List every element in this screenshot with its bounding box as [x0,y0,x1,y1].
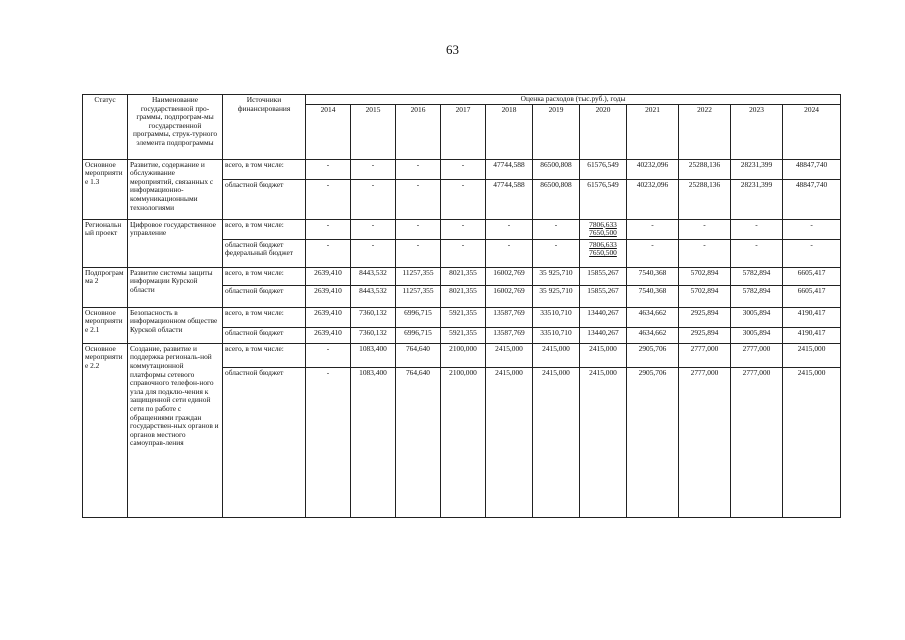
header-source: Источники финансирования [223,95,306,160]
funding-source-cell: всего, в том числе: [223,343,306,367]
value-cell: 2415,000 [486,343,533,367]
value-cell: 2415,000 [486,367,533,517]
value-cell: - [627,239,679,267]
value-cell: 15855,267 [580,267,627,285]
program-name-cell: Развитие системы защиты информации Курской области [128,267,223,307]
value-cell: 40232,096 [627,179,679,219]
value-cell: 86500,808 [533,159,580,179]
header-year: 2015 [351,104,396,159]
value-cell: 13440,267 [580,307,627,327]
value-cell: - [306,343,351,367]
value-cell: - [441,219,486,239]
status-cell: Основное мероприятие 2.2 [83,343,128,517]
value-cell: 7540,368 [627,267,679,285]
table-row [83,343,841,367]
page-number: 63 [446,42,459,57]
value-cell: 2415,000 [580,343,627,367]
budget-table [82,94,841,518]
value-cell: - [486,219,533,239]
value-cell: - [783,239,841,267]
value-cell: - [306,367,351,517]
value-cell: 7806,633 7650,500 [580,239,627,267]
header-estimate: Оценка расходов (тыс.руб.), годы [306,95,841,105]
value-cell: 764,640 [396,343,441,367]
value-cell: 47744,588 [486,179,533,219]
header-year: 2017 [441,104,486,159]
value-cell: 35 925,710 [533,285,580,307]
value-cell: 3005,894 [731,307,783,327]
program-name-cell: Цифровое государственное управление [128,219,223,267]
value-cell: 2415,000 [783,343,841,367]
value-cell: 5921,355 [441,307,486,327]
value-cell: 11257,355 [396,267,441,285]
value-cell: - [351,219,396,239]
value-cell: 5921,355 [441,327,486,343]
value-cell: - [731,219,783,239]
value-cell: 5702,894 [679,285,731,307]
status-cell: Основное мероприятие 2.1 [83,307,128,343]
table-row [83,219,841,239]
header-status: Статус [83,95,128,160]
value-cell: 2639,410 [306,327,351,343]
value-cell: - [396,179,441,219]
value-cell: - [533,219,580,239]
value-cell: 6605,417 [783,285,841,307]
funding-source-cell: областной бюджет [223,285,306,307]
value-cell: - [783,219,841,239]
value-cell: 2639,410 [306,267,351,285]
status-cell: Региональный проект [83,219,128,267]
value-cell: 2925,894 [679,307,731,327]
value-cell: 2777,000 [731,367,783,517]
value-cell: 1083,400 [351,367,396,517]
value-cell: 25288,136 [679,159,731,179]
value-cell: - [533,239,580,267]
funding-source-cell: областной бюджет [223,327,306,343]
funding-source-cell: всего, в том числе: [223,219,306,239]
value-cell: 2415,000 [533,367,580,517]
value-cell: 15855,267 [580,285,627,307]
value-cell: 7806,633 7650,500 [580,219,627,239]
value-cell: 2777,000 [679,343,731,367]
value-cell: - [351,179,396,219]
value-cell: 13440,267 [580,327,627,343]
value-cell: - [441,179,486,219]
value-cell: - [351,159,396,179]
value-cell: 33510,710 [533,307,580,327]
value-cell: 35 925,710 [533,267,580,285]
value-cell: 764,640 [396,367,441,517]
value-cell: 7540,368 [627,285,679,307]
value-cell: - [306,239,351,267]
value-cell: 28231,399 [731,159,783,179]
value-cell: - [396,239,441,267]
value-cell: 7360,132 [351,307,396,327]
funding-source-cell: областной бюджет [223,179,306,219]
funding-source-cell: областной бюджет [223,367,306,517]
value-cell: - [441,159,486,179]
value-cell: - [441,239,486,267]
value-cell: 86500,808 [533,179,580,219]
header-year: 2016 [396,104,441,159]
table-row [83,267,841,285]
header-year: 2018 [486,104,533,159]
status-cell: Подпрограмма 2 [83,267,128,307]
funding-source-cell: всего, в том числе: [223,307,306,327]
header-name: Наименование государственной про-граммы, подпрограм-мы государственной программы, струк-турного элемента подпрограммы [128,95,223,160]
value-cell: - [351,239,396,267]
header-year: 2021 [627,104,679,159]
value-cell: 2100,000 [441,343,486,367]
value-cell: 2925,894 [679,327,731,343]
value-cell: 7360,132 [351,327,396,343]
value-cell: 4634,662 [627,307,679,327]
value-cell: 6996,715 [396,307,441,327]
value-cell: - [396,159,441,179]
funding-source-cell: всего, в том числе: [223,267,306,285]
value-cell: 5702,894 [679,267,731,285]
value-cell: 2639,410 [306,307,351,327]
value-cell: 4634,662 [627,327,679,343]
value-cell: 2777,000 [731,343,783,367]
value-cell: 16002,769 [486,285,533,307]
value-cell: 8021,355 [441,285,486,307]
value-cell: 25288,136 [679,179,731,219]
value-cell: 1083,400 [351,343,396,367]
value-cell: 2100,000 [441,367,486,517]
value-cell: - [396,219,441,239]
value-cell: 5782,894 [731,285,783,307]
value-cell: - [306,219,351,239]
value-cell: 48847,740 [783,159,841,179]
value-cell: - [627,219,679,239]
status-cell: Основное мероприятие 1.3 [83,159,128,219]
value-cell: - [679,239,731,267]
header-year: 2024 [783,104,841,159]
value-cell: 48847,740 [783,179,841,219]
value-cell: 61576,549 [580,179,627,219]
value-cell: 2905,706 [627,367,679,517]
value-cell: 13587,769 [486,327,533,343]
program-name-cell: Развитие, содержание и обслуживание мероприятий, связанных с информационно-коммуникационными технологиями [128,159,223,219]
value-cell: 61576,549 [580,159,627,179]
header-year: 2014 [306,104,351,159]
value-cell: - [486,239,533,267]
header-row-1 [83,95,841,105]
value-cell: 40232,096 [627,159,679,179]
header-year: 2023 [731,104,783,159]
value-cell: 2777,000 [679,367,731,517]
value-cell: 47744,588 [486,159,533,179]
value-cell: 16002,769 [486,267,533,285]
value-cell: 5782,894 [731,267,783,285]
value-cell: 8443,532 [351,267,396,285]
value-cell: 2415,000 [533,343,580,367]
value-cell: 6996,715 [396,327,441,343]
funding-source-cell: областной бюджет федеральный бюджет [223,239,306,267]
value-cell: 28231,399 [731,179,783,219]
value-cell: 2415,000 [580,367,627,517]
program-name-cell: Создание, развитие и поддержка региональ-ной коммутационной платформы сетевого справочного телефон-ного узла для подклю-чения к защищенной сети единой сети по работе с обращениями граждан государствен-ных органов и органов местного самоуправ-ления [128,343,223,517]
value-cell: 13587,769 [486,307,533,327]
value-cell: 2415,000 [783,367,841,517]
table-row [83,307,841,327]
header-year: 2020 [580,104,627,159]
value-cell: - [306,159,351,179]
value-cell: 4190,417 [783,307,841,327]
value-cell: 8021,355 [441,267,486,285]
header-year: 2022 [679,104,731,159]
header-year: 2019 [533,104,580,159]
value-cell: - [306,179,351,219]
value-cell: 8443,532 [351,285,396,307]
value-cell: - [679,219,731,239]
table-row [83,159,841,179]
value-cell: 6605,417 [783,267,841,285]
value-cell: 4190,417 [783,327,841,343]
program-name-cell: Безопасность в информационном обществе Курской области [128,307,223,343]
value-cell: 2905,706 [627,343,679,367]
funding-source-cell: всего, в том числе: [223,159,306,179]
value-cell: 11257,355 [396,285,441,307]
value-cell: - [731,239,783,267]
value-cell: 33510,710 [533,327,580,343]
value-cell: 3005,894 [731,327,783,343]
value-cell: 2639,410 [306,285,351,307]
